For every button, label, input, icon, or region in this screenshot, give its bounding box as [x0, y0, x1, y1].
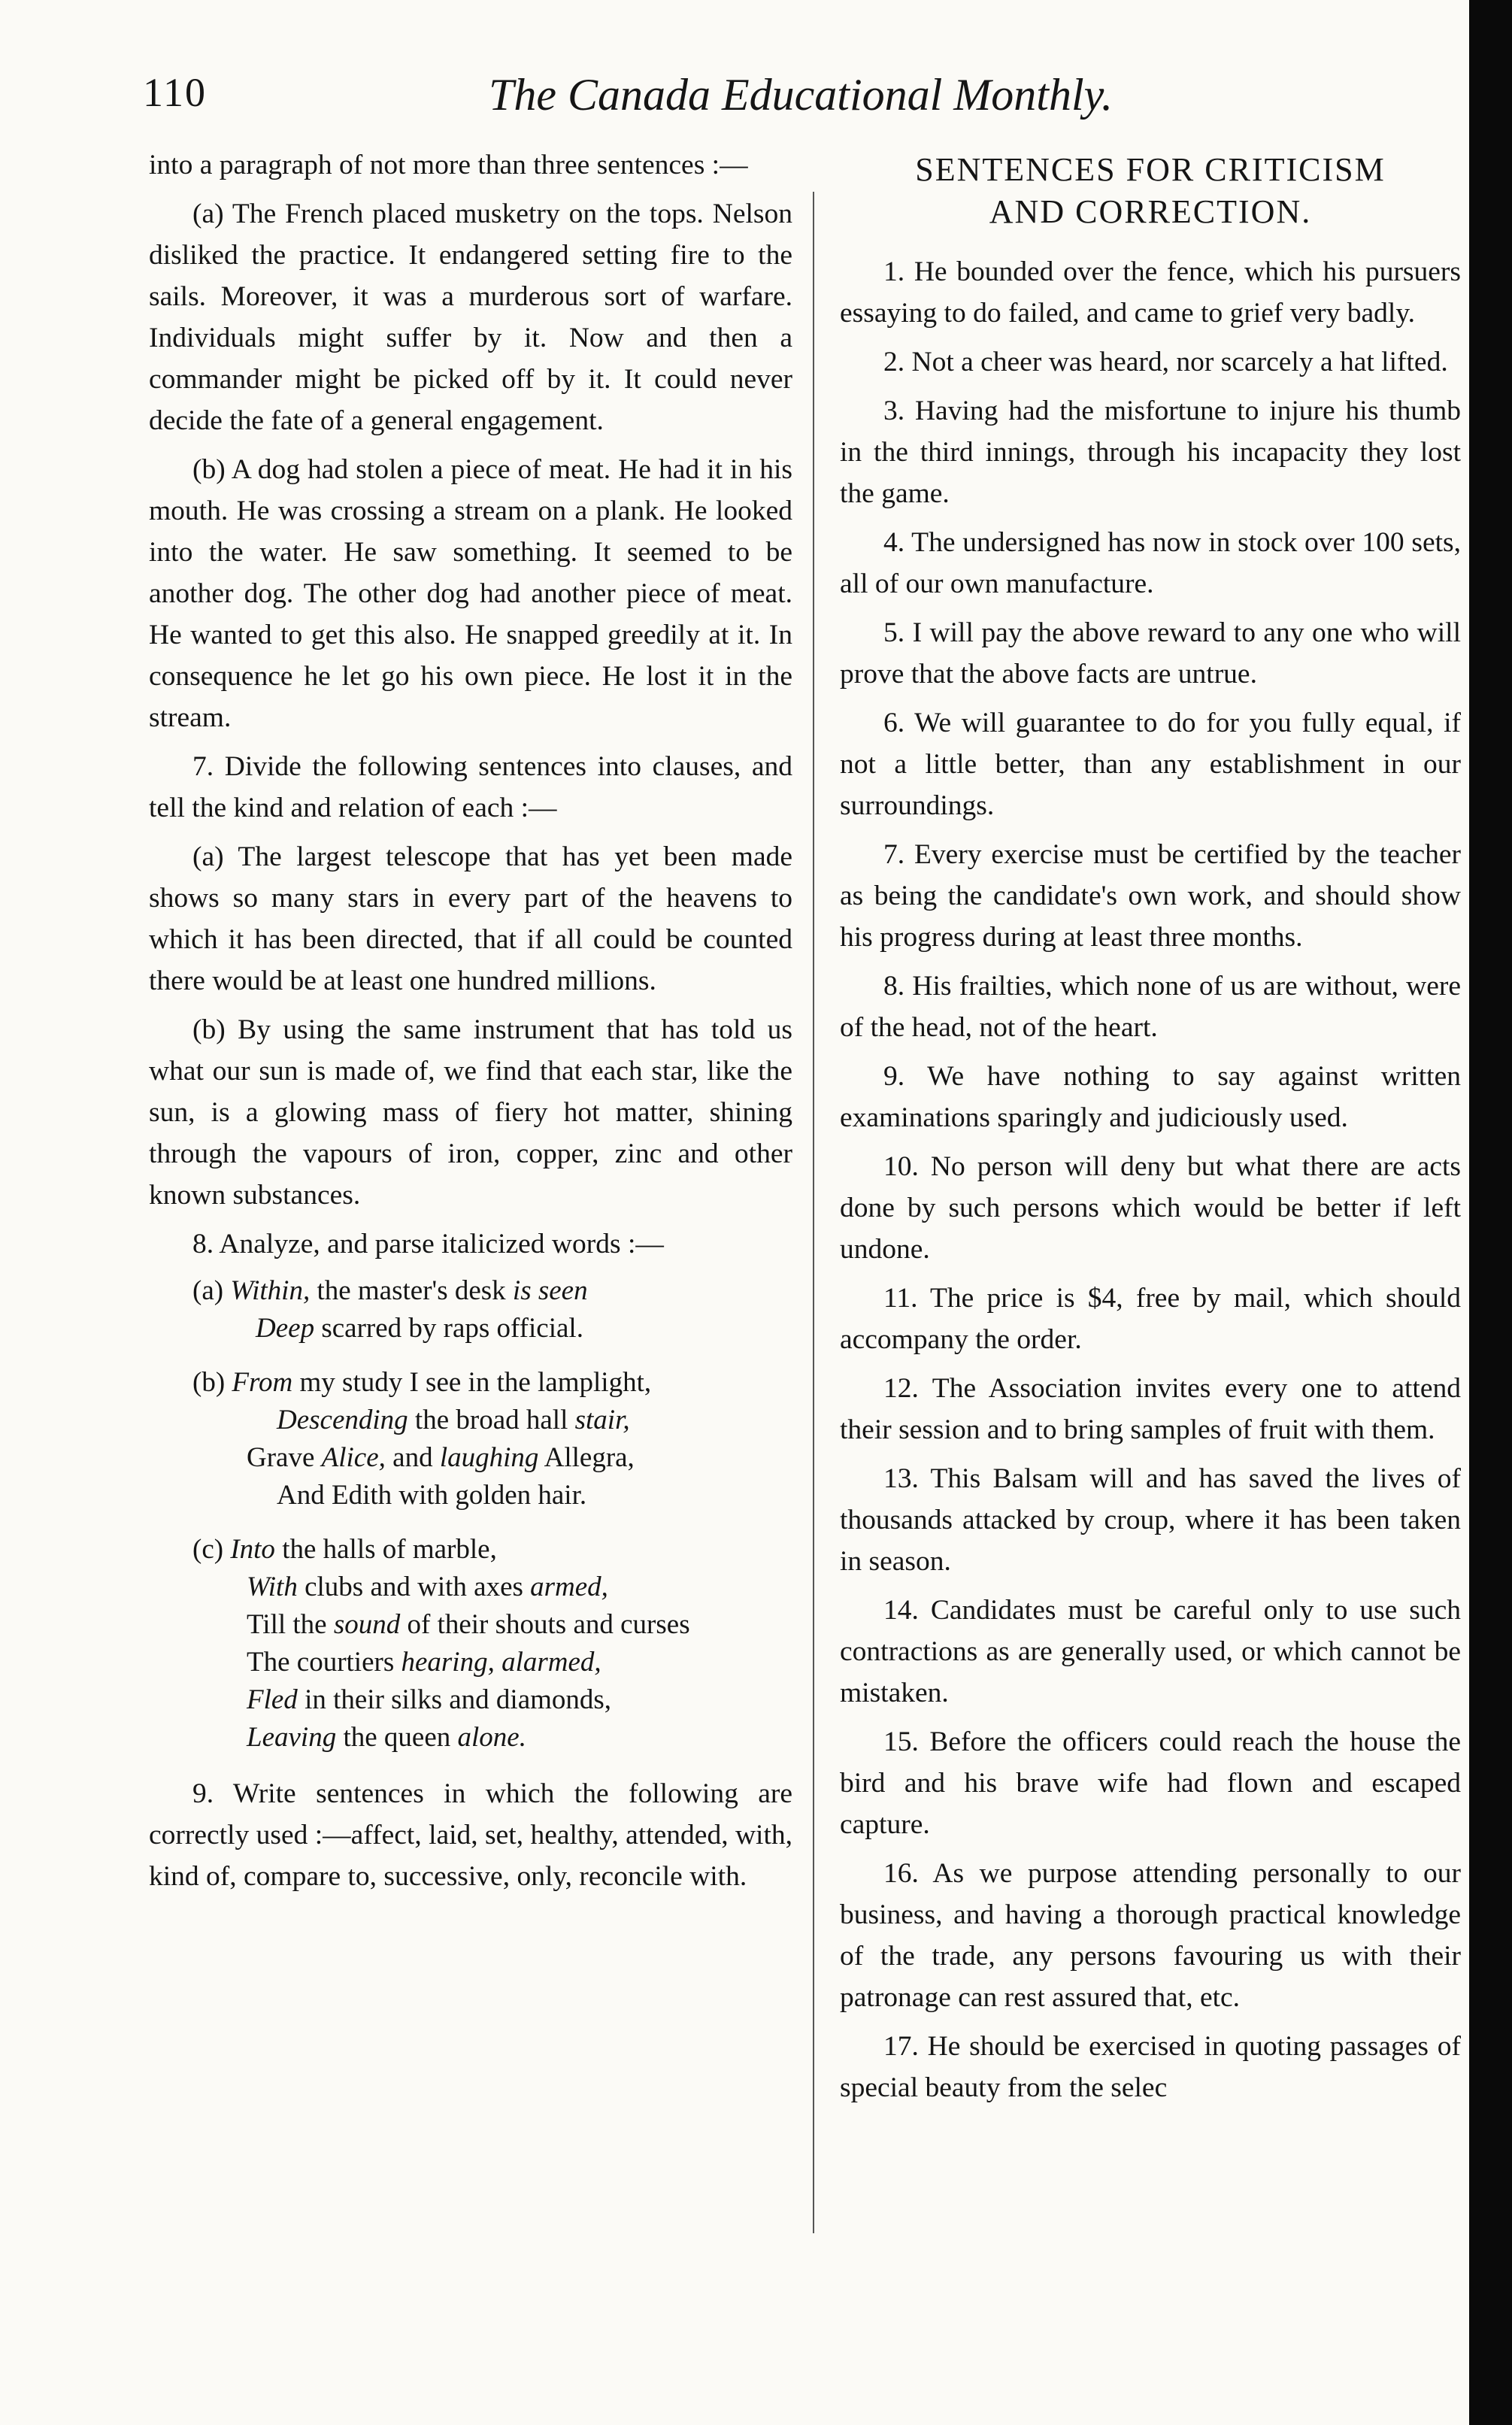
verse-b-text: the broad hall [408, 1405, 575, 1435]
verse-c-word: alarmed, [494, 1647, 601, 1678]
sentence-item: 16. As we purpose attending personally to our business, and having a thorough practical knowledge of the trade, any persons favouring us with their patronage can rest assured that, etc. [840, 1858, 1461, 2013]
sentence-item: 3. Having had the misfortune to injure his thumb in the third innings, through his incapacity they lost the game. [840, 396, 1461, 509]
verse-c [149, 1531, 792, 1757]
sentence-item: 1. He bounded over the fence, which his pursuers essaying to do failed, and came to grief very badly. [840, 256, 1461, 329]
intro-text: into a paragraph of not more than three sentences :— [149, 150, 748, 180]
verse-c-word: Into [230, 1534, 275, 1565]
verse-a [149, 1272, 792, 1347]
sentence-item: 6. We will guarantee to do for you fully equal, if not a little better, than any establishment in our surroundings. [840, 708, 1461, 821]
page-number: 110 [143, 70, 207, 115]
verse-c-word: armed, [530, 1572, 608, 1602]
verse-a-word: Deep [256, 1313, 315, 1344]
verse-a-word: is seen [512, 1275, 588, 1306]
verse-c-word: Leaving [247, 1722, 337, 1753]
page-header [143, 69, 1143, 129]
sentence-item: 7. Every exercise must be certified by the teacher as being the candidate's own work, and should show his progress during at least three months. [840, 839, 1461, 953]
verse-c-word: Fled [247, 1684, 298, 1715]
binding-shadow [1469, 0, 1512, 2425]
sentence-item: 2. Not a cheer was heard, nor scarcely a hat lifted. [883, 347, 1448, 377]
verse-b-word: Alice, [321, 1442, 386, 1473]
verse-c-text: The courtiers [247, 1647, 401, 1678]
verse-b-label: (b) [192, 1367, 226, 1398]
sentence-item: 12. The Association invites every one to attend their session and to bring samples of fruit with them. [840, 1373, 1461, 1445]
verse-c-word: sound [333, 1609, 401, 1640]
exercise-item-a: (a) The French placed musketry on the tops. Nelson disliked the practice. It endangered setting fire to the sails. Moreover, it was a murderous sort of warfare. Individuals might suffer by it. Now and then a commander might be picked off by it. It could never decide the fate of a general engagement. [149, 199, 792, 436]
running-title: The Canada Educational Monthly. [489, 70, 1113, 120]
verse-c-word: hearing, [401, 1647, 495, 1678]
sentence-item: 4. The undersigned has now in stock over 100 sets, all of our own manufacture. [840, 527, 1461, 599]
verse-b-word: stair, [574, 1405, 630, 1435]
verse-a-word: Within, [230, 1275, 311, 1306]
verse-b-text: and [385, 1442, 440, 1473]
left-column [149, 144, 792, 1905]
question-7: 7. Divide the following sentences into clauses, and tell the kind and relation of each :— [149, 751, 792, 823]
sentence-item: 14. Candidates must be careful only to use such contractions as are generally used, or which cannot be mistaken. [840, 1595, 1461, 1708]
question-7-a: (a) The largest telescope that has yet been made shows so many stars in every part of the heavens to which it has been directed, that if all could be counted there would be at least one hundred millions. [149, 841, 792, 996]
verse-b-word: From [232, 1367, 293, 1398]
verse-c-word: alone. [457, 1722, 526, 1753]
verse-b-word: Descending [277, 1405, 408, 1435]
sentence-item: 8. His frailties, which none of us are without, were of the head, not of the heart. [840, 971, 1461, 1043]
sentence-item: 13. This Balsam will and has saved the lives of thousands attacked by croup, where it has been taken in season. [840, 1463, 1461, 1577]
right-column [840, 144, 1461, 2116]
verse-b [149, 1364, 792, 1514]
question-9: 9. Write sentences in which the following are correctly used :—affect, laid, set, healthy, attended, with, kind of, compare to, successive, only, reconcile with. [149, 1778, 792, 1892]
question-8: 8. Analyze, and parse italicized words :— [192, 1229, 664, 1259]
verse-a-text: scarred by raps official. [314, 1313, 583, 1344]
column-divider [813, 192, 814, 2233]
verse-a-label: (a) [192, 1275, 224, 1306]
sentence-item: 10. No person will deny but what there are acts done by such persons which would be better if left undone. [840, 1151, 1461, 1265]
verse-c-text: of their shouts and curses [400, 1609, 690, 1640]
exercise-item-b: (b) A dog had stolen a piece of meat. He had it in his mouth. He was crossing a stream on a plank. He looked into the water. He saw something. It seemed to be another dog. The other dog had another piece of meat. He wanted to get this also. He snapped greedily at it. In consequence he let go his own piece. He lost it in the stream. [149, 454, 792, 733]
verse-b-word: laughing [439, 1442, 539, 1473]
verse-c-word: With [247, 1572, 298, 1602]
verse-a-text: the master's desk [310, 1275, 513, 1306]
verse-c-text: the halls of marble, [274, 1534, 497, 1565]
section-heading-line: AND CORRECTION. [989, 193, 1312, 230]
sentence-item: 17. He should be exercised in quoting passages of special beauty from the selec [840, 2031, 1461, 2103]
verse-c-label: (c) [192, 1534, 224, 1565]
verse-c-text: the queen [336, 1722, 458, 1753]
sentence-item: 11. The price is $4, free by mail, which should accompany the order. [840, 1283, 1461, 1355]
section-heading [840, 149, 1461, 233]
question-7-b: (b) By using the same instrument that has told us what our sun is made of, we find that each star, like the sun, is a glowing mass of fiery hot matter, shining through the vapours of iron, copper, zinc and other known substances. [149, 1014, 792, 1211]
verse-b-text: And Edith with golden hair. [277, 1480, 587, 1511]
verse-c-text: in their silks and diamonds, [297, 1684, 612, 1715]
section-heading-line: SENTENCES FOR CRITICISM [915, 151, 1386, 188]
sentence-item: 5. I will pay the above reward to any one who will prove that the above facts are untrue. [840, 617, 1461, 690]
verse-c-text: Till the [247, 1609, 334, 1640]
sentence-item: 15. Before the officers could reach the house the bird and his brave wife had flown and escaped capture. [840, 1726, 1461, 1840]
sentence-item: 9. We have nothing to say against written examinations sparingly and judiciously used. [840, 1061, 1461, 1133]
verse-b-text: Grave [247, 1442, 322, 1473]
verse-b-text: Allegra, [538, 1442, 635, 1473]
verse-c-text: clubs and with axes [297, 1572, 531, 1602]
verse-b-text: my study I see in the lamplight, [292, 1367, 652, 1398]
